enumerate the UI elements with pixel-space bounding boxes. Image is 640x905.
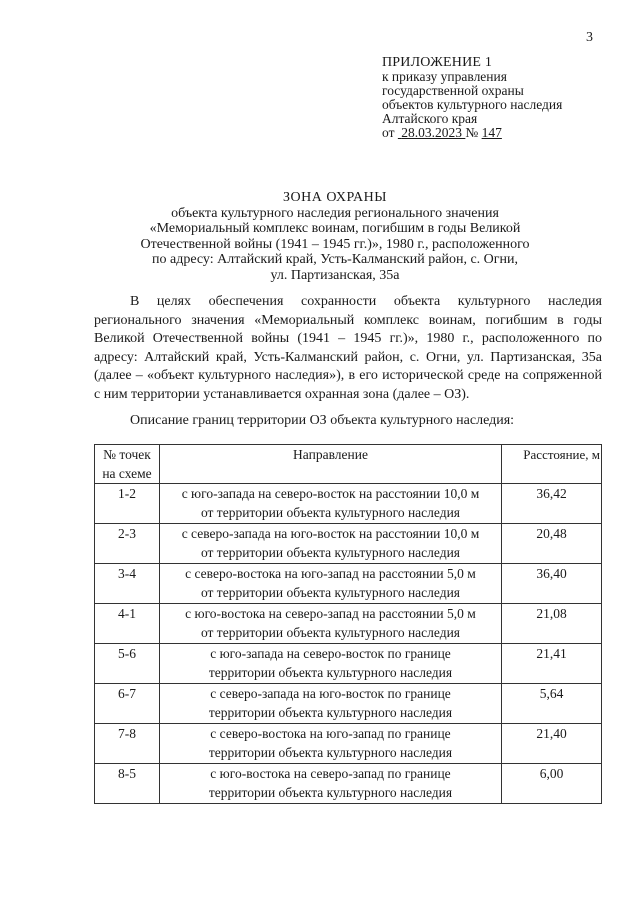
appendix-line: объектов культурного наследия bbox=[382, 97, 563, 112]
zone-title-line: «Мемориальный комплекс воинам, погибшим в годы Великой bbox=[149, 221, 521, 236]
cell-direction bbox=[160, 684, 502, 724]
cell-direction bbox=[160, 764, 502, 804]
table-row bbox=[95, 764, 602, 804]
appendix-line: к приказу управления bbox=[382, 69, 507, 84]
direction-line: территории объекта культурного наследия bbox=[208, 665, 453, 680]
appendix-block bbox=[382, 56, 562, 140]
direction-line: с юго-востока на северо-запад по границе bbox=[210, 766, 451, 781]
cell-direction bbox=[160, 524, 502, 564]
cell-points: 7-8 bbox=[95, 724, 160, 764]
table-row bbox=[95, 524, 602, 564]
zone-title-line: Отечественной войны (1941 – 1945 гг.)», 1980 г., расположенного bbox=[140, 236, 530, 252]
boundaries-table bbox=[94, 444, 602, 804]
cell-distance: 36,40 bbox=[502, 564, 602, 604]
cell-distance: 21,40 bbox=[502, 724, 602, 764]
direction-line: с северо-востока на юго-запад на расстоянии 5,0 м bbox=[185, 566, 476, 581]
header-direction: Направление bbox=[160, 445, 502, 484]
direction-line: от территории объекта культурного наследия bbox=[200, 625, 461, 640]
order-number: 147 bbox=[481, 125, 502, 140]
cell-distance: 21,08 bbox=[502, 604, 602, 644]
table-row bbox=[95, 604, 602, 644]
page-number: 3 bbox=[586, 30, 593, 45]
direction-line: от территории объекта культурного наследия bbox=[200, 505, 461, 520]
appendix-date-line bbox=[382, 126, 562, 140]
order-date bbox=[398, 125, 466, 140]
direction-line: с северо-запада на юго-восток на расстоянии 10,0 м bbox=[181, 526, 480, 541]
header-distance: Расстояние, м bbox=[502, 445, 602, 484]
number-prefix: № bbox=[465, 125, 479, 140]
cell-distance: 21,41 bbox=[502, 644, 602, 684]
cell-points: 1-2 bbox=[95, 484, 160, 524]
cell-direction bbox=[160, 724, 502, 764]
table-header-row bbox=[95, 445, 602, 484]
zone-title-line: по адресу: Алтайский край, Усть-Калманский район, с. Огни, bbox=[151, 252, 519, 267]
table-row bbox=[95, 484, 602, 524]
table-row bbox=[95, 644, 602, 684]
cell-distance: 5,64 bbox=[502, 684, 602, 724]
zone-title-line: объекта культурного наследия регионального значения bbox=[171, 205, 499, 221]
order-date-value: 28.03.2023 bbox=[401, 125, 462, 140]
cell-points: 6-7 bbox=[95, 684, 160, 724]
header-points-line: на схеме bbox=[102, 466, 152, 481]
appendix-line: Алтайского края bbox=[382, 111, 478, 126]
direction-line: от территории объекта культурного наследия bbox=[200, 585, 461, 600]
header-points-line: № точек bbox=[103, 447, 151, 462]
cell-distance: 6,00 bbox=[502, 764, 602, 804]
zone-title bbox=[120, 190, 550, 283]
appendix-line: государственной охраны bbox=[382, 83, 524, 98]
direction-line: от территории объекта культурного наследия bbox=[200, 545, 461, 560]
cell-points: 8-5 bbox=[95, 764, 160, 804]
appendix-title: ПРИЛОЖЕНИЕ 1 bbox=[382, 55, 493, 70]
cell-direction bbox=[160, 564, 502, 604]
table-row bbox=[95, 724, 602, 764]
cell-points: 5-6 bbox=[95, 644, 160, 684]
zone-title-line: ул. Партизанская, 35а bbox=[270, 267, 400, 283]
cell-points: 3-4 bbox=[95, 564, 160, 604]
direction-line: с юго-востока на северо-запад на расстоянии 5,0 м bbox=[185, 606, 476, 621]
cell-distance: 20,48 bbox=[502, 524, 602, 564]
cell-direction bbox=[160, 644, 502, 684]
header-points bbox=[95, 445, 160, 484]
table-row bbox=[95, 684, 602, 724]
cell-distance: 36,42 bbox=[502, 484, 602, 524]
date-prefix: от bbox=[382, 125, 395, 140]
cell-direction bbox=[160, 484, 502, 524]
direction-line: территории объекта культурного наследия bbox=[208, 745, 453, 760]
direction-line: с юго-запада на северо-восток на расстоянии 10,0 м bbox=[181, 486, 480, 501]
direction-line: с юго-запада на северо-восток по границе bbox=[210, 646, 451, 661]
cell-points: 2-3 bbox=[95, 524, 160, 564]
description-heading: Описание границ территории ОЗ объекта культурного наследия: bbox=[130, 413, 515, 428]
cell-direction bbox=[160, 604, 502, 644]
direction-line: территории объекта культурного наследия bbox=[208, 705, 453, 720]
direction-line: с северо-запада на юго-восток по границе bbox=[210, 686, 451, 701]
body-paragraph: В целях обеспечения сохранности объекта культурного наследия регионального значения «Мемориальный комплекс воинам, погибшим в годы Великой Отечественной войны (1941 – 1945 гг.)», 1980 г., расположенного по адресу: Алтайский край, Усть-Калманский район, с. Огни, ул. Партизанская, 35а (далее – «объект культурного наследия»), в его исторической среде на сопряженной с ним территории устанавливается охранная зона (далее – ОЗ). bbox=[94, 294, 602, 402]
zone-title-main: ЗОНА ОХРАНЫ bbox=[283, 190, 387, 205]
direction-line: с северо-востока на юго-запад по границе bbox=[210, 726, 451, 741]
direction-line: территории объекта культурного наследия bbox=[208, 785, 453, 800]
cell-points: 4-1 bbox=[95, 604, 160, 644]
table-row bbox=[95, 564, 602, 604]
